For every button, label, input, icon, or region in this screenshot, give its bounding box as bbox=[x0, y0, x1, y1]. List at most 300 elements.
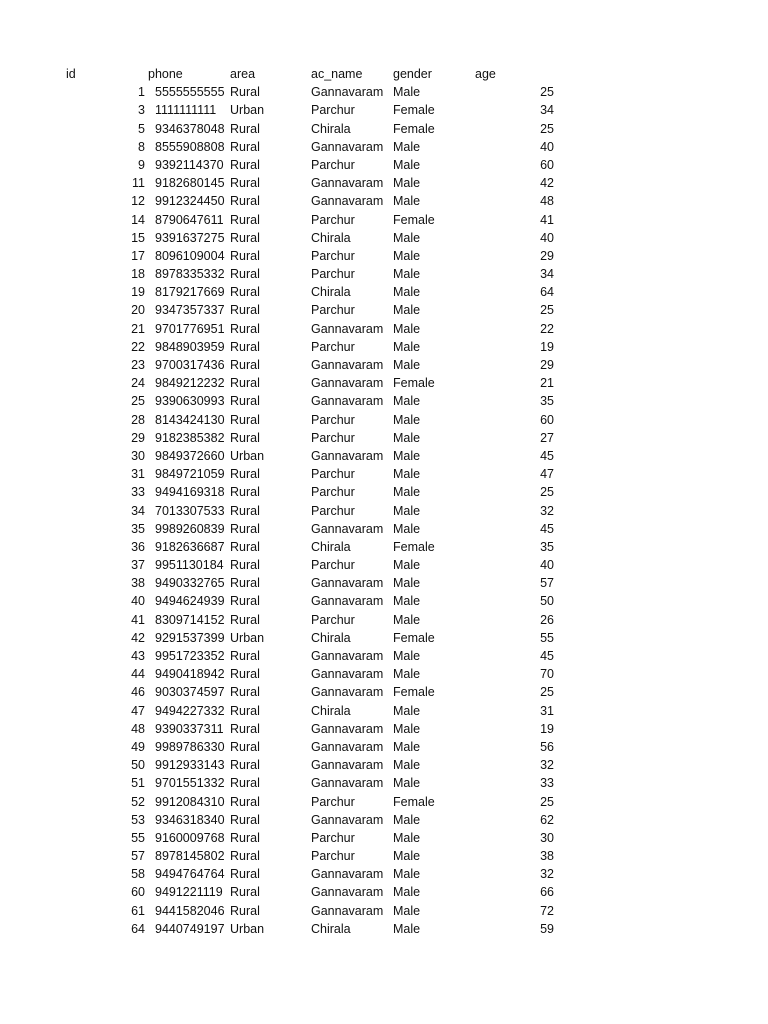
cell-ac-name: Gannavaram bbox=[311, 376, 384, 391]
cell-phone: 8555908808 bbox=[155, 139, 225, 154]
table-row bbox=[0, 356, 768, 374]
cell-ac-name: Gannavaram bbox=[311, 176, 384, 191]
cell-gender: Male bbox=[393, 157, 421, 172]
cell-age: 60 bbox=[540, 412, 554, 427]
table-row bbox=[0, 611, 768, 629]
cell-ac-name: Parchur bbox=[311, 612, 355, 627]
cell-area: Rural bbox=[230, 867, 260, 882]
cell-ac-name: Parchur bbox=[311, 339, 355, 354]
cell-id: 48 bbox=[131, 721, 145, 736]
cell-gender: Male bbox=[393, 394, 421, 409]
cell-id: 30 bbox=[131, 448, 145, 463]
header-phone: phone bbox=[148, 67, 183, 81]
cell-gender: Male bbox=[393, 594, 421, 609]
cell-ac-name: Gannavaram bbox=[311, 576, 384, 591]
cell-ac-name: Gannavaram bbox=[311, 394, 384, 409]
cell-ac-name: Parchur bbox=[311, 103, 355, 118]
cell-area: Rural bbox=[230, 358, 260, 372]
cell-gender: Female bbox=[393, 685, 435, 700]
cell-gender: Male bbox=[393, 649, 421, 663]
cell-age: 26 bbox=[540, 612, 554, 627]
cell-phone: 9951130184 bbox=[155, 558, 224, 573]
table-row bbox=[0, 101, 768, 119]
cell-area: Rural bbox=[230, 430, 260, 445]
cell-area: Rural bbox=[230, 576, 260, 591]
header-gender: gender bbox=[393, 67, 432, 81]
cell-area: Rural bbox=[230, 248, 260, 263]
data-table bbox=[0, 65, 768, 938]
cell-ac-name: Gannavaram bbox=[311, 867, 384, 882]
cell-gender: Male bbox=[393, 576, 421, 591]
cell-gender: Male bbox=[393, 503, 421, 518]
cell-phone: 9346378048 bbox=[155, 121, 225, 136]
table-row bbox=[0, 683, 768, 701]
cell-id: 58 bbox=[131, 867, 145, 882]
table-row bbox=[0, 847, 768, 865]
cell-gender: Male bbox=[393, 521, 421, 536]
cell-id: 33 bbox=[131, 485, 145, 500]
cell-phone: 8179217669 bbox=[155, 285, 225, 300]
table-body bbox=[0, 83, 768, 938]
cell-phone: 9989786330 bbox=[155, 739, 225, 754]
cell-age: 30 bbox=[540, 830, 554, 845]
cell-ac-name: Gannavaram bbox=[311, 812, 384, 827]
cell-age: 25 bbox=[540, 794, 554, 809]
cell-ac-name: Parchur bbox=[311, 157, 355, 172]
cell-age: 32 bbox=[540, 867, 554, 882]
cell-gender: Female bbox=[393, 103, 435, 118]
cell-gender: Female bbox=[393, 121, 435, 136]
cell-gender: Male bbox=[393, 703, 421, 718]
table-row bbox=[0, 665, 768, 683]
cell-ac-name: Parchur bbox=[311, 303, 355, 318]
cell-age: 62 bbox=[540, 812, 554, 827]
cell-ac-name: Gannavaram bbox=[311, 649, 384, 663]
cell-ac-name: Parchur bbox=[311, 794, 355, 809]
cell-age: 40 bbox=[540, 139, 554, 154]
cell-gender: Male bbox=[393, 285, 421, 300]
cell-area: Rural bbox=[230, 503, 260, 518]
cell-phone: 9849372660 bbox=[155, 448, 225, 463]
cell-age: 47 bbox=[540, 467, 554, 482]
cell-phone: 9160009768 bbox=[155, 830, 225, 845]
cell-phone: 9390337311 bbox=[155, 721, 224, 736]
cell-age: 34 bbox=[540, 103, 554, 118]
cell-phone: 5555555555 bbox=[155, 85, 225, 100]
cell-age: 55 bbox=[540, 630, 554, 645]
cell-phone: 9494169318 bbox=[155, 485, 225, 500]
cell-age: 27 bbox=[540, 430, 554, 445]
cell-phone: 9912084310 bbox=[155, 794, 225, 809]
cell-id: 1 bbox=[138, 85, 145, 100]
cell-area: Rural bbox=[230, 521, 260, 536]
cell-phone: 9441582046 bbox=[155, 903, 225, 918]
cell-id: 21 bbox=[131, 321, 145, 336]
cell-id: 14 bbox=[131, 212, 145, 227]
cell-area: Rural bbox=[230, 721, 260, 736]
cell-gender: Male bbox=[393, 485, 421, 500]
cell-age: 32 bbox=[540, 758, 554, 773]
cell-id: 3 bbox=[138, 103, 145, 118]
cell-id: 42 bbox=[131, 630, 145, 645]
table-row bbox=[0, 829, 768, 847]
cell-age: 29 bbox=[540, 358, 554, 372]
cell-gender: Female bbox=[393, 539, 435, 554]
cell-phone: 9182680145 bbox=[155, 176, 225, 191]
cell-age: 70 bbox=[540, 667, 554, 682]
table-row bbox=[0, 738, 768, 756]
cell-age: 25 bbox=[540, 303, 554, 318]
cell-id: 11 bbox=[132, 176, 145, 191]
cell-id: 28 bbox=[131, 412, 145, 427]
cell-area: Urban bbox=[230, 921, 265, 936]
cell-gender: Female bbox=[393, 376, 435, 391]
cell-age: 72 bbox=[540, 903, 554, 918]
cell-gender: Male bbox=[393, 267, 421, 282]
header-id: id bbox=[66, 67, 76, 81]
cell-gender: Male bbox=[393, 776, 421, 791]
cell-id: 51 bbox=[131, 776, 145, 791]
cell-area: Rural bbox=[230, 903, 260, 918]
cell-age: 42 bbox=[540, 176, 554, 191]
cell-ac-name: Gannavaram bbox=[311, 321, 384, 336]
cell-ac-name: Gannavaram bbox=[311, 594, 384, 609]
cell-id: 46 bbox=[131, 685, 145, 700]
cell-area: Rural bbox=[230, 885, 260, 900]
cell-ac-name: Parchur bbox=[311, 467, 355, 482]
table-row bbox=[0, 883, 768, 901]
table-row bbox=[0, 211, 768, 229]
cell-phone: 9701776951 bbox=[155, 321, 225, 336]
cell-id: 57 bbox=[131, 849, 145, 864]
cell-phone: 9490418942 bbox=[155, 667, 225, 682]
cell-phone: 9347357337 bbox=[155, 303, 225, 318]
cell-gender: Male bbox=[393, 303, 421, 318]
cell-id: 19 bbox=[131, 285, 145, 300]
cell-gender: Male bbox=[393, 758, 421, 773]
cell-id: 35 bbox=[131, 521, 145, 536]
cell-gender: Male bbox=[393, 812, 421, 827]
cell-id: 23 bbox=[131, 358, 145, 372]
cell-id: 22 bbox=[131, 339, 145, 354]
cell-gender: Male bbox=[393, 448, 421, 463]
cell-age: 45 bbox=[540, 448, 554, 463]
cell-area: Rural bbox=[230, 467, 260, 482]
cell-phone: 9346318340 bbox=[155, 812, 225, 827]
table-row bbox=[0, 338, 768, 356]
table-row bbox=[0, 811, 768, 829]
cell-gender: Male bbox=[393, 467, 421, 482]
cell-area: Rural bbox=[230, 285, 260, 300]
cell-gender: Male bbox=[393, 849, 421, 864]
cell-area: Rural bbox=[230, 612, 260, 627]
cell-area: Rural bbox=[230, 794, 260, 809]
cell-phone: 8309714152 bbox=[155, 612, 225, 627]
cell-gender: Male bbox=[393, 194, 421, 209]
cell-gender: Male bbox=[393, 830, 421, 845]
cell-area: Rural bbox=[230, 703, 260, 718]
table-row bbox=[0, 920, 768, 938]
cell-ac-name: Chirala bbox=[311, 121, 351, 136]
table-row bbox=[0, 120, 768, 138]
cell-phone: 9951723352 bbox=[155, 649, 225, 663]
cell-id: 18 bbox=[131, 267, 145, 282]
cell-age: 25 bbox=[540, 685, 554, 700]
cell-ac-name: Chirala bbox=[311, 630, 351, 645]
cell-age: 45 bbox=[540, 649, 554, 663]
cell-ac-name: Parchur bbox=[311, 485, 355, 500]
table-row bbox=[0, 429, 768, 447]
cell-gender: Male bbox=[393, 739, 421, 754]
table-row bbox=[0, 320, 768, 338]
cell-area: Rural bbox=[230, 394, 260, 409]
cell-ac-name: Gannavaram bbox=[311, 739, 384, 754]
table-row bbox=[0, 793, 768, 811]
table-row bbox=[0, 447, 768, 465]
cell-id: 12 bbox=[131, 194, 145, 209]
cell-gender: Male bbox=[393, 339, 421, 354]
cell-ac-name: Gannavaram bbox=[311, 667, 384, 682]
cell-phone: 9182385382 bbox=[155, 430, 225, 445]
cell-ac-name: Parchur bbox=[311, 430, 355, 445]
cell-phone: 9912933143 bbox=[155, 758, 225, 773]
cell-area: Rural bbox=[230, 267, 260, 282]
table-row bbox=[0, 702, 768, 720]
table-row bbox=[0, 392, 768, 410]
cell-area: Rural bbox=[230, 539, 260, 554]
cell-id: 38 bbox=[131, 576, 145, 591]
cell-id: 60 bbox=[131, 885, 145, 900]
cell-age: 33 bbox=[540, 776, 554, 791]
cell-phone: 9700317436 bbox=[155, 358, 225, 372]
cell-gender: Male bbox=[393, 612, 421, 627]
cell-id: 49 bbox=[131, 739, 145, 754]
cell-phone: 8978335332 bbox=[155, 267, 225, 282]
cell-area: Rural bbox=[230, 321, 260, 336]
cell-phone: 9491221119 bbox=[155, 885, 223, 900]
cell-area: Rural bbox=[230, 667, 260, 682]
cell-id: 31 bbox=[131, 467, 145, 482]
cell-gender: Male bbox=[393, 867, 421, 882]
cell-id: 5 bbox=[138, 121, 145, 136]
cell-gender: Male bbox=[393, 85, 421, 100]
cell-area: Rural bbox=[230, 212, 260, 227]
cell-id: 29 bbox=[131, 430, 145, 445]
cell-gender: Male bbox=[393, 358, 421, 372]
cell-gender: Male bbox=[393, 321, 421, 336]
cell-phone: 9701551332 bbox=[155, 776, 225, 791]
cell-id: 9 bbox=[138, 157, 145, 172]
table-row bbox=[0, 411, 768, 429]
cell-id: 47 bbox=[131, 703, 145, 718]
cell-ac-name: Parchur bbox=[311, 267, 355, 282]
cell-id: 64 bbox=[131, 921, 145, 936]
cell-area: Rural bbox=[230, 830, 260, 845]
cell-ac-name: Gannavaram bbox=[311, 358, 384, 372]
cell-area: Rural bbox=[230, 812, 260, 827]
cell-id: 44 bbox=[131, 667, 145, 682]
cell-ac-name: Parchur bbox=[311, 849, 355, 864]
cell-age: 19 bbox=[540, 721, 554, 736]
table-row bbox=[0, 556, 768, 574]
cell-gender: Female bbox=[393, 212, 435, 227]
cell-age: 41 bbox=[540, 212, 554, 227]
cell-ac-name: Parchur bbox=[311, 830, 355, 845]
table-row bbox=[0, 902, 768, 920]
cell-area: Rural bbox=[230, 139, 260, 154]
cell-id: 55 bbox=[131, 830, 145, 845]
cell-id: 50 bbox=[131, 758, 145, 773]
header-ac-name: ac_name bbox=[311, 67, 363, 81]
cell-ac-name: Parchur bbox=[311, 248, 355, 263]
cell-age: 56 bbox=[540, 739, 554, 754]
cell-phone: 9030374597 bbox=[155, 685, 225, 700]
cell-ac-name: Gannavaram bbox=[311, 448, 384, 463]
cell-phone: 9849212232 bbox=[155, 376, 225, 391]
cell-ac-name: Gannavaram bbox=[311, 721, 384, 736]
cell-gender: Male bbox=[393, 139, 421, 154]
cell-phone: 9291537399 bbox=[155, 630, 225, 645]
cell-area: Rural bbox=[230, 849, 260, 864]
table-row bbox=[0, 629, 768, 647]
table-row bbox=[0, 83, 768, 101]
cell-id: 52 bbox=[131, 794, 145, 809]
cell-gender: Female bbox=[393, 630, 435, 645]
cell-ac-name: Chirala bbox=[311, 230, 351, 245]
cell-phone: 9440749197 bbox=[155, 921, 225, 936]
cell-area: Rural bbox=[230, 121, 260, 136]
cell-age: 25 bbox=[540, 121, 554, 136]
table-row bbox=[0, 465, 768, 483]
cell-age: 19 bbox=[540, 339, 554, 354]
table-row bbox=[0, 720, 768, 738]
table-row bbox=[0, 174, 768, 192]
cell-area: Rural bbox=[230, 776, 260, 791]
cell-id: 43 bbox=[131, 649, 145, 663]
table-row bbox=[0, 301, 768, 319]
cell-age: 25 bbox=[540, 85, 554, 100]
cell-gender: Male bbox=[393, 176, 421, 191]
cell-id: 36 bbox=[131, 539, 145, 554]
cell-area: Rural bbox=[230, 558, 260, 573]
cell-area: Rural bbox=[230, 649, 260, 663]
cell-id: 8 bbox=[138, 139, 145, 154]
cell-id: 17 bbox=[131, 248, 145, 263]
cell-area: Rural bbox=[230, 685, 260, 700]
cell-age: 45 bbox=[540, 521, 554, 536]
table-row bbox=[0, 520, 768, 538]
cell-ac-name: Gannavaram bbox=[311, 885, 384, 900]
table-row bbox=[0, 774, 768, 792]
cell-phone: 9490332765 bbox=[155, 576, 225, 591]
table-row bbox=[0, 538, 768, 556]
cell-age: 32 bbox=[540, 503, 554, 518]
cell-age: 66 bbox=[540, 885, 554, 900]
cell-ac-name: Gannavaram bbox=[311, 85, 384, 100]
cell-age: 48 bbox=[540, 194, 554, 209]
header-area: area bbox=[230, 67, 256, 81]
cell-gender: Male bbox=[393, 921, 421, 936]
cell-area: Rural bbox=[230, 85, 260, 100]
cell-age: 34 bbox=[540, 267, 554, 282]
cell-id: 25 bbox=[131, 394, 145, 409]
cell-area: Rural bbox=[230, 157, 260, 172]
cell-phone: 9182636687 bbox=[155, 539, 225, 554]
cell-area: Rural bbox=[230, 376, 260, 391]
cell-age: 50 bbox=[540, 594, 554, 609]
table-row bbox=[0, 756, 768, 774]
cell-age: 60 bbox=[540, 157, 554, 172]
cell-gender: Male bbox=[393, 885, 421, 900]
cell-age: 38 bbox=[540, 849, 554, 864]
header-age: age bbox=[475, 67, 496, 81]
cell-area: Urban bbox=[230, 103, 265, 118]
cell-age: 29 bbox=[540, 248, 554, 263]
cell-id: 20 bbox=[131, 303, 145, 318]
cell-gender: Male bbox=[393, 903, 421, 918]
cell-phone: 8790647611 bbox=[155, 212, 224, 227]
cell-area: Rural bbox=[230, 758, 260, 773]
cell-ac-name: Gannavaram bbox=[311, 139, 384, 154]
cell-age: 31 bbox=[540, 703, 554, 718]
cell-ac-name: Chirala bbox=[311, 285, 351, 300]
cell-ac-name: Gannavaram bbox=[311, 521, 384, 536]
cell-area: Rural bbox=[230, 485, 260, 500]
cell-phone: 9848903959 bbox=[155, 339, 225, 354]
cell-phone: 9494764764 bbox=[155, 867, 225, 882]
cell-ac-name: Parchur bbox=[311, 412, 355, 427]
cell-gender: Male bbox=[393, 667, 421, 682]
table-row bbox=[0, 865, 768, 883]
cell-id: 37 bbox=[131, 558, 145, 573]
cell-phone: 1111111111 bbox=[155, 103, 217, 118]
table-row bbox=[0, 247, 768, 265]
cell-phone: 9494624939 bbox=[155, 594, 225, 609]
table-row bbox=[0, 502, 768, 520]
cell-age: 21 bbox=[540, 376, 554, 391]
cell-age: 40 bbox=[540, 558, 554, 573]
cell-id: 15 bbox=[131, 230, 145, 245]
cell-gender: Male bbox=[393, 230, 421, 245]
header-row bbox=[0, 65, 768, 83]
table-row bbox=[0, 229, 768, 247]
cell-age: 40 bbox=[540, 230, 554, 245]
cell-ac-name: Parchur bbox=[311, 503, 355, 518]
cell-phone: 8096109004 bbox=[155, 248, 225, 263]
cell-id: 41 bbox=[131, 612, 145, 627]
cell-gender: Male bbox=[393, 412, 421, 427]
cell-id: 34 bbox=[131, 503, 145, 518]
cell-area: Rural bbox=[230, 739, 260, 754]
cell-area: Rural bbox=[230, 230, 260, 245]
cell-phone: 9494227332 bbox=[155, 703, 225, 718]
cell-phone: 9912324450 bbox=[155, 194, 225, 209]
cell-age: 57 bbox=[540, 576, 554, 591]
cell-gender: Female bbox=[393, 794, 435, 809]
cell-ac-name: Chirala bbox=[311, 703, 351, 718]
cell-phone: 8143424130 bbox=[155, 412, 225, 427]
cell-age: 35 bbox=[540, 539, 554, 554]
cell-gender: Male bbox=[393, 430, 421, 445]
cell-phone: 9989260839 bbox=[155, 521, 225, 536]
cell-ac-name: Parchur bbox=[311, 558, 355, 573]
cell-ac-name: Gannavaram bbox=[311, 194, 384, 209]
cell-phone: 9390630993 bbox=[155, 394, 225, 409]
cell-age: 59 bbox=[540, 921, 554, 936]
cell-ac-name: Chirala bbox=[311, 539, 351, 554]
cell-phone: 7013307533 bbox=[155, 503, 225, 518]
cell-phone: 9392114370 bbox=[155, 157, 224, 172]
